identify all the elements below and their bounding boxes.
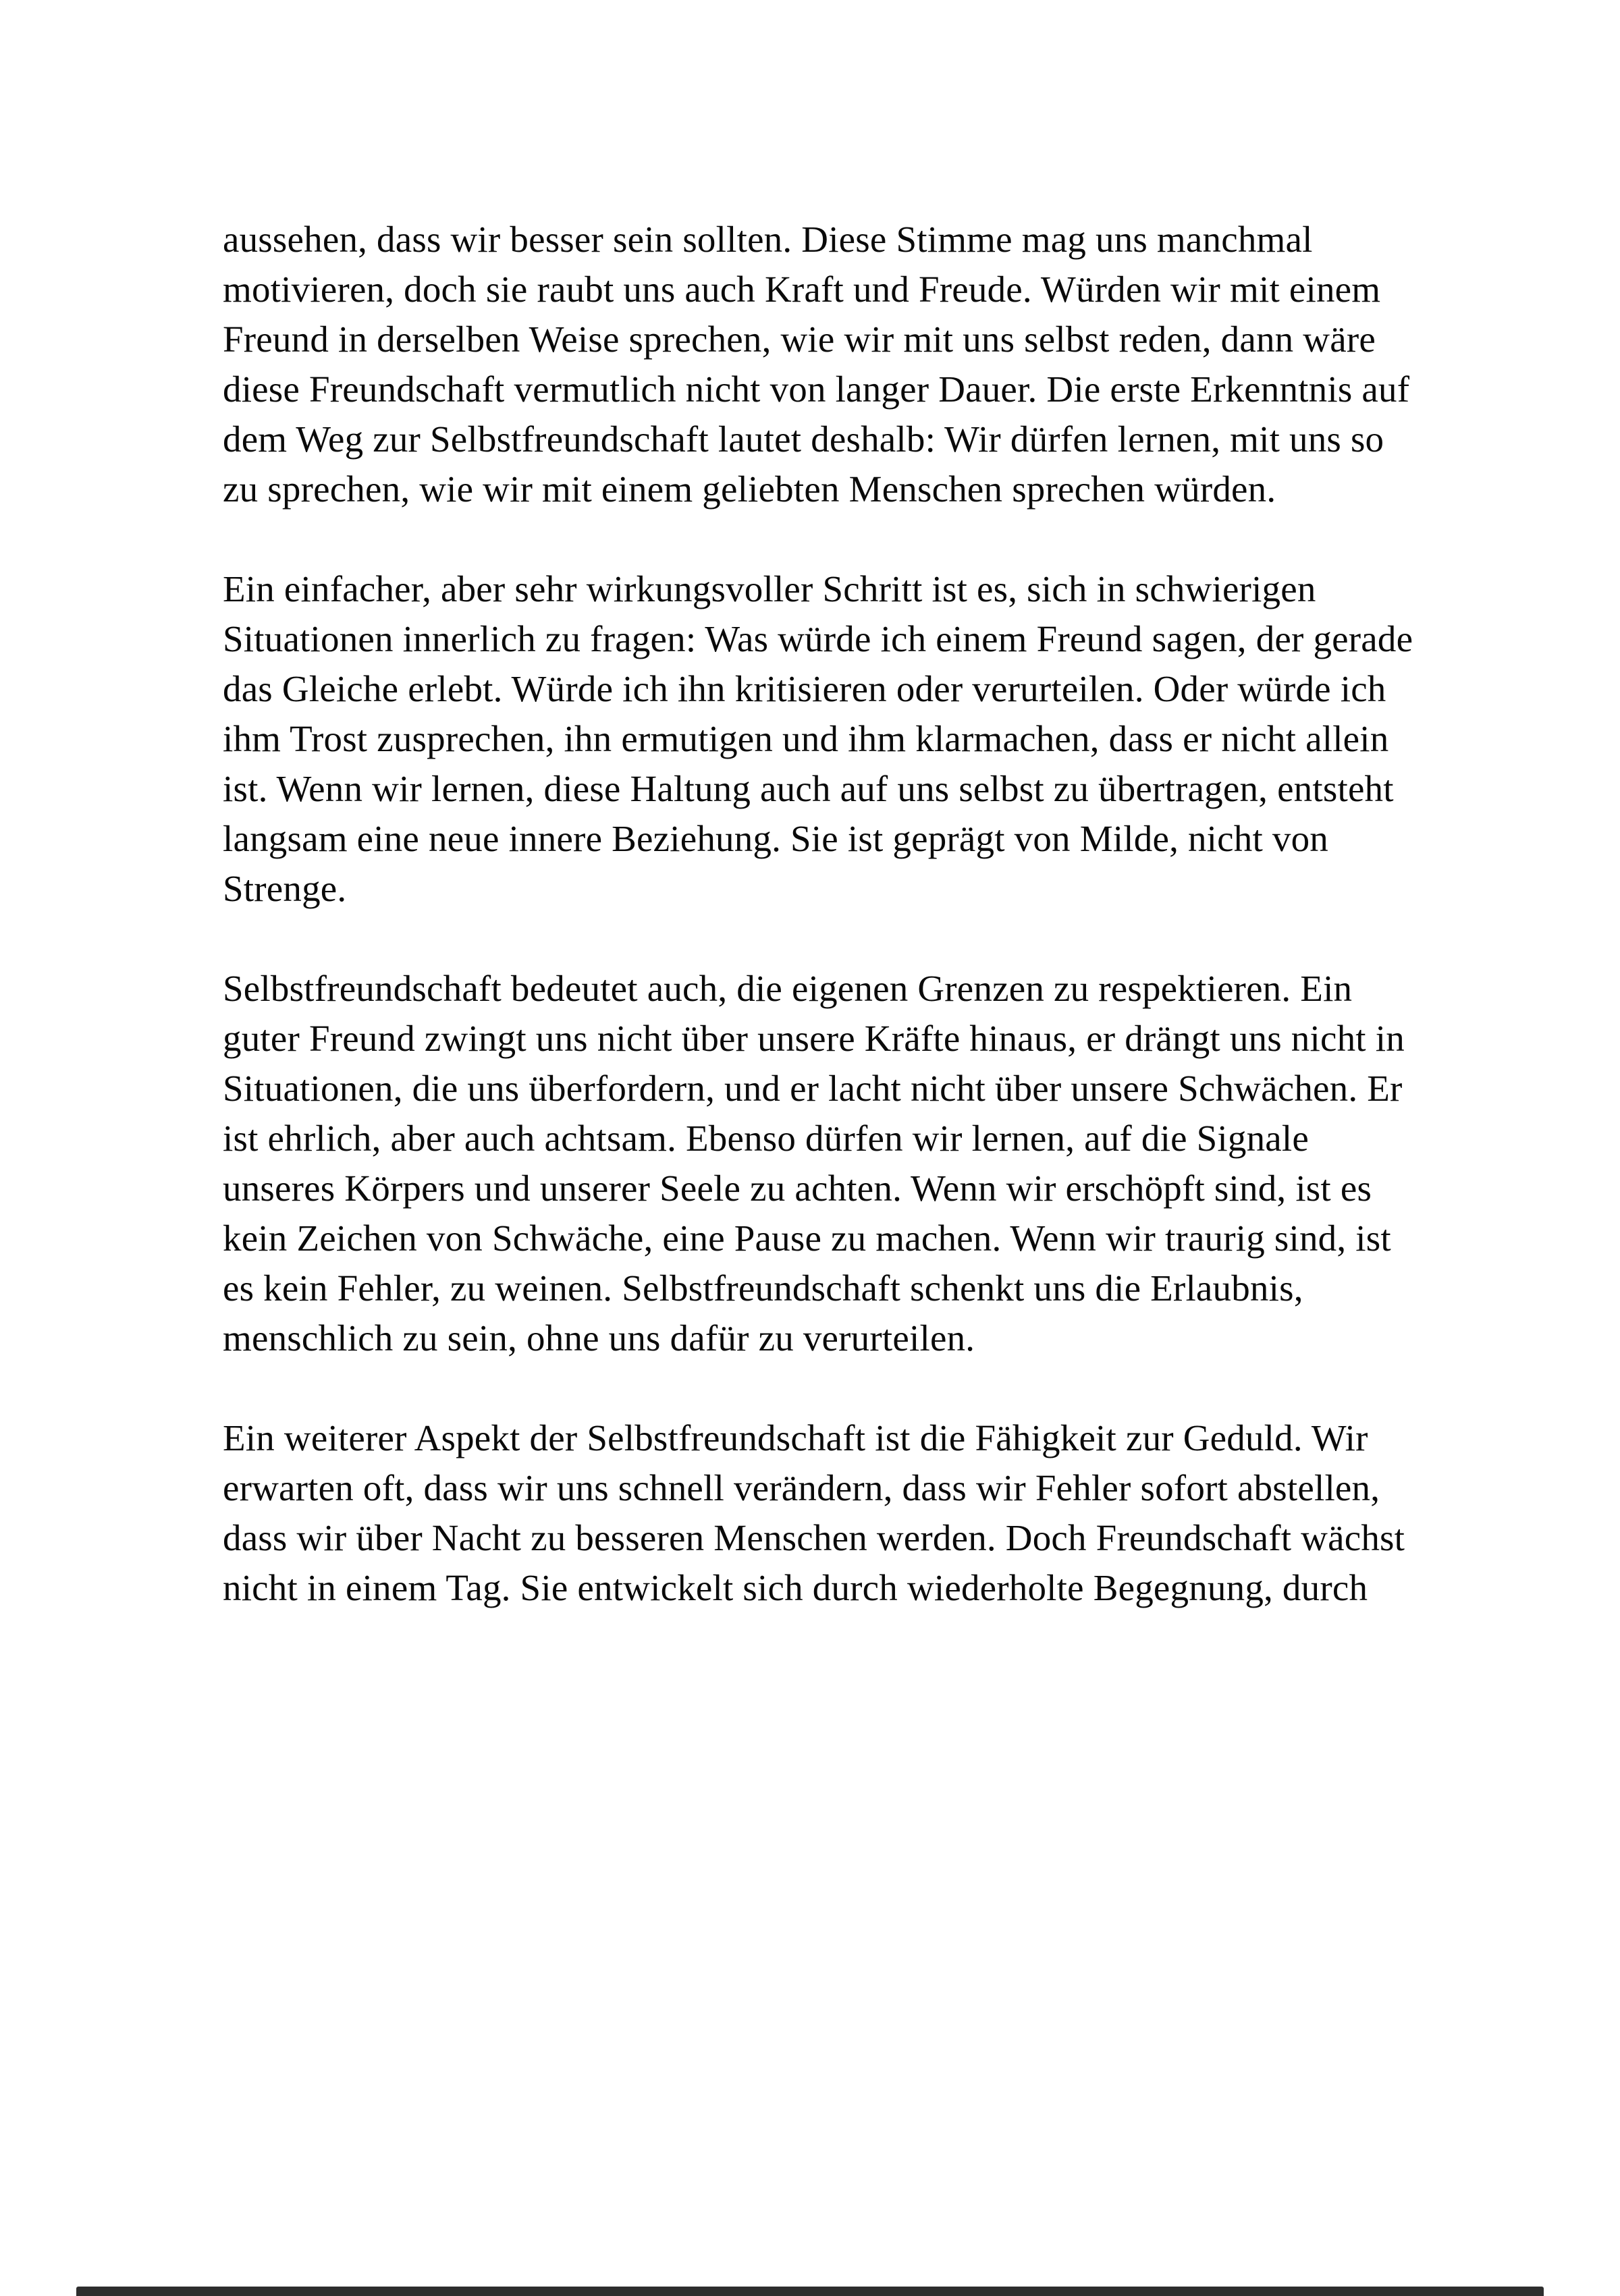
bottom-bar <box>76 2287 1544 2296</box>
text-column <box>223 215 1421 1613</box>
paragraph-2: Ein einfacher, aber sehr wirkungsvoller Schritt ist es, sich in schwierigen Situationen innerlich zu fragen: Was würde ich einem Freund sagen, der gerade das Gleiche erlebt. Würde ich ihn kritisieren oder verurteilen. Oder würde ich ihm Trost zusprechen, ihn ermutigen und ihm klarmachen, dass er nicht allein ist. Wenn wir lernen, diese Haltung auch auf uns selbst zu übertragen, entsteht langsam eine neue innere Beziehung. Sie ist geprägt von Milde, nicht von Strenge. <box>223 568 1413 909</box>
paragraph-1: aussehen, dass wir besser sein sollten. Diese Stimme mag uns manchmal motivieren, doch sie raubt uns auch Kraft und Freude. Würden wir mit einem Freund in derselben Weise sprechen, wie wir mit uns selbst reden, dann wäre diese Freundschaft vermutlich nicht von langer Dauer. Die erste Erkenntnis auf dem Weg zur Selbstfreundschaft lautet deshalb: Wir dürfen lernen, mit uns so zu sprechen, wie wir mit einem geliebten Menschen sprechen würden. <box>223 219 1410 510</box>
paragraph-4: Ein weiterer Aspekt der Selbstfreundschaft ist die Fähigkeit zur Geduld. Wir erwarten oft, dass wir uns schnell verändern, dass wir Fehler sofort abstellen, dass wir über Nacht zu besseren Menschen werden. Doch Freundschaft wächst nicht in einem Tag. Sie entwickelt sich durch wiederholte Begegnung, durch <box>223 1417 1405 1608</box>
paragraph-3: Selbstfreundschaft bedeutet auch, die eigenen Grenzen zu respektieren. Ein guter Freund zwingt uns nicht über unsere Kräfte hinaus, er drängt uns nicht in Situationen, die uns überfordern, und er lacht nicht über unsere Schwächen. Er ist ehrlich, aber auch achtsam. Ebenso dürfen wir lernen, auf die Signale unseres Körpers und unserer Seele zu achten. Wenn wir erschöpft sind, ist es kein Zeichen von Schwäche, eine Pause zu machen. Wenn wir traurig sind, ist es kein Fehler, zu weinen. Selbstfreundschaft schenkt uns die Erlaubnis, menschlich zu sein, ohne uns dafür zu verurteilen. <box>223 968 1405 1359</box>
